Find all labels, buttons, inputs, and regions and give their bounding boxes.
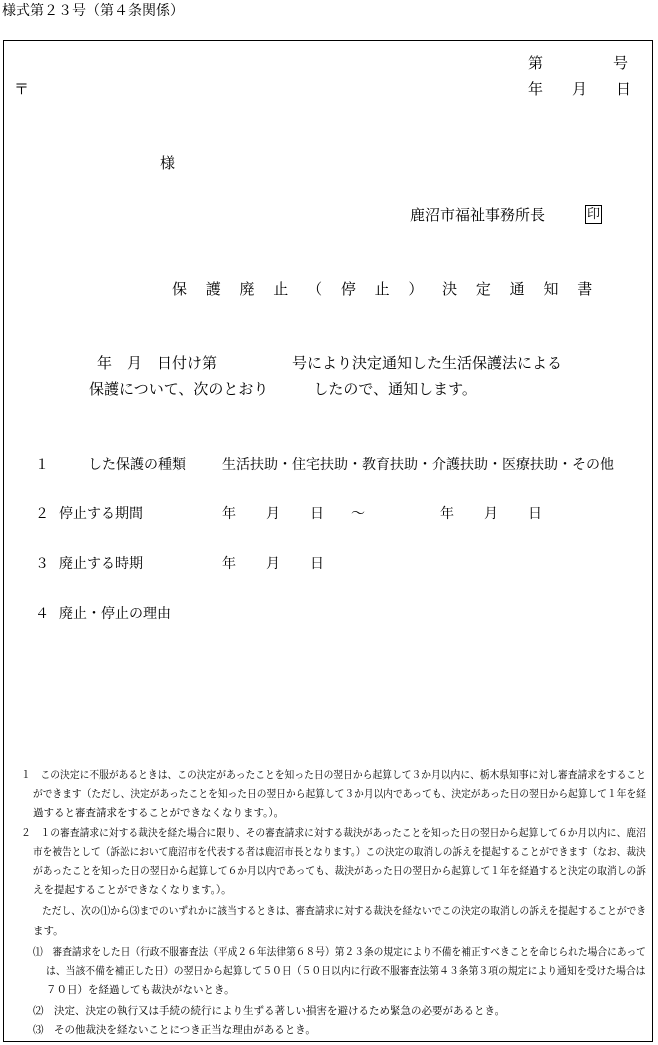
form-number-label: 様式第２３号（第４条関係） bbox=[2, 3, 184, 19]
item-1-value: 生活扶助・住宅扶助・教育扶助・介護扶助・医療扶助・その他 bbox=[222, 457, 614, 473]
note-1-line-2: ができます（ただし、決定があったことを知った日の翌日から起算して３か月以内であっても、決定があった日の翌日から起算して１年を経 bbox=[33, 788, 646, 800]
item-4-label: 廃止・停止の理由 bbox=[59, 606, 171, 622]
note-2-line-4: えを提起することができなくなります。）。 bbox=[33, 884, 232, 896]
note-case-1-line-1: ⑴ 審査請求をした日（行政不服審査法（平成２６年法律第６８号）第２３条の規定により不備を補正すべきことを命じられた場合にあって bbox=[33, 946, 646, 958]
item-4-number: ４ bbox=[35, 606, 49, 622]
item-2-start-year: 年 bbox=[222, 506, 236, 522]
item-2-end-day: 日 bbox=[528, 506, 542, 522]
date-day-label: 日 bbox=[616, 80, 632, 98]
item-3-number: ３ bbox=[35, 556, 49, 572]
item-2-end-year: 年 bbox=[440, 506, 454, 522]
intro-line-1: 年 月 日付け第 号により決定通知した生活保護法による bbox=[97, 354, 563, 372]
item-2-start-day: 日 bbox=[310, 506, 324, 522]
doc-number-suffix: 号 bbox=[613, 54, 629, 72]
note-case-1-line-3: ７０日）を経過しても裁決がないとき。 bbox=[46, 984, 235, 996]
item-2-range-separator: 〜 bbox=[351, 506, 365, 522]
seal-label: 印 bbox=[587, 207, 601, 222]
item-2-start-month: 月 bbox=[266, 506, 280, 522]
note-case-3: ⑶ その他裁決を経ないことにつき正当な理由があるとき。 bbox=[33, 1024, 316, 1036]
addressee-honorific: 様 bbox=[160, 154, 176, 172]
note-proviso-line-2: ます。 bbox=[33, 925, 64, 937]
date-year-label: 年 bbox=[528, 80, 544, 98]
note-1-line-1: １ この決定に不服があるときは、この決定があったことを知った日の翌日から起算して３か月以内に、栃木県知事に対し審査請求をすること bbox=[21, 769, 646, 781]
note-case-1-line-2: は、当該不備を補正した日）の翌日から起算して５０日（５０日以内に行政不服審査法第４３条第３項の規定により通知を受けた場合は bbox=[46, 965, 646, 977]
document-title: 保 護 廃 止 （ 停 止 ） 決 定 通 知 書 bbox=[172, 280, 600, 298]
date-month-label: 月 bbox=[572, 80, 588, 98]
item-3-day: 日 bbox=[310, 556, 324, 572]
seal-mark bbox=[585, 203, 602, 224]
item-1-label: した保護の種類 bbox=[88, 457, 186, 473]
item-3-month: 月 bbox=[266, 556, 280, 572]
note-2-line-1: ２ １の審査請求に対する裁決を経た場合に限り、その審査請求に対する裁決があったことを知った日の翌日から起算して６か月以内に、鹿沼 bbox=[21, 827, 646, 839]
note-proviso-line-1: ただし、次の⑴から⑶までのいずれかに該当するときは、審査請求に対する裁決を経ないでこの決定の取消しの訴えを提起することができ bbox=[42, 905, 647, 917]
item-2-end-month: 月 bbox=[484, 506, 498, 522]
item-3-year: 年 bbox=[222, 556, 236, 572]
note-2-line-3: があったことを知った日の翌日から起算して６か月以内であっても、裁決があった日の翌日から起算して１年を経過すると決定の取消しの訴 bbox=[33, 865, 646, 877]
note-2-line-2: 市を被告として（訴訟において鹿沼市を代表する者は鹿沼市長となります。）この決定の取消しの訴えを提起することができます（なお、裁決 bbox=[33, 846, 646, 858]
item-2-number: ２ bbox=[35, 506, 49, 522]
item-2-label: 停止する期間 bbox=[59, 506, 143, 522]
postal-mark: 〒 bbox=[14, 80, 30, 98]
intro-line-2: 保護について、次のとおり したので、通知します。 bbox=[89, 380, 477, 398]
issuer-name: 鹿沼市福祉事務所長 bbox=[410, 206, 546, 224]
note-1-line-3: 過すると審査請求をすることができなくなります。）。 bbox=[33, 807, 285, 819]
note-case-2: ⑵ 決定、決定の執行又は手続の続行により生ずる著しい損害を避けるため緊急の必要があるとき。 bbox=[33, 1005, 506, 1017]
doc-number-prefix: 第 bbox=[528, 54, 544, 72]
item-1-number: １ bbox=[35, 457, 49, 473]
item-3-label: 廃止する時期 bbox=[59, 556, 143, 572]
